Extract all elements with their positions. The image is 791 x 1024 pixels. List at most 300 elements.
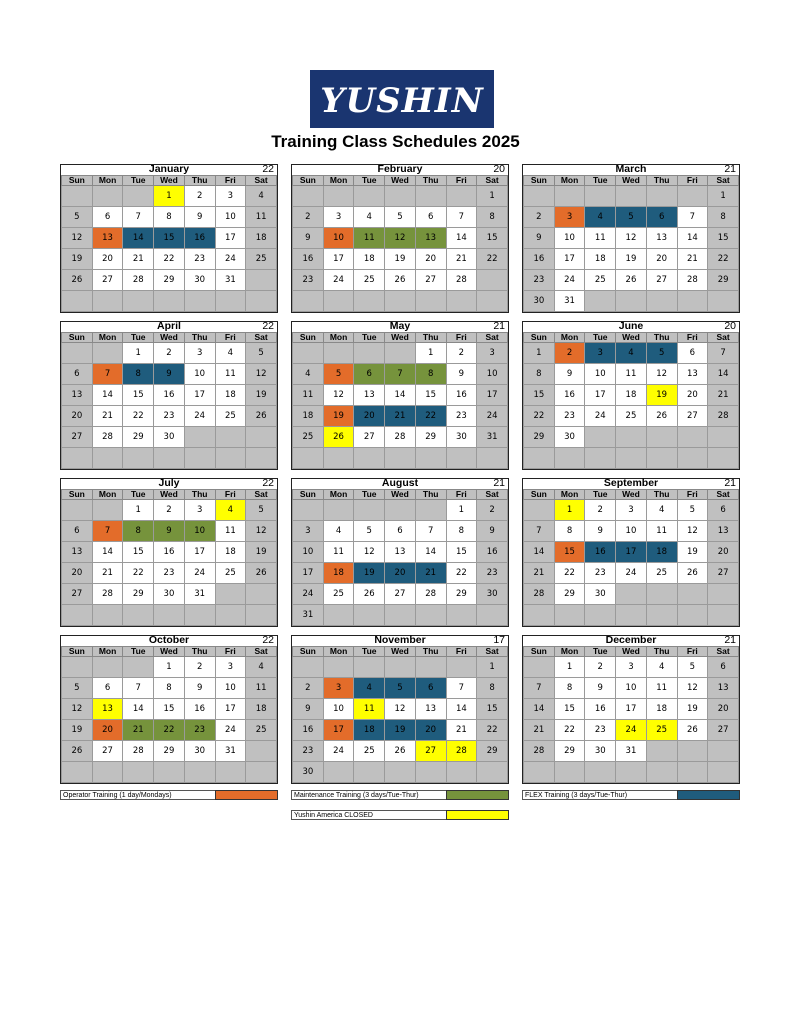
month-header — [292, 636, 508, 646]
day-cell: 4 — [293, 364, 324, 385]
week-row — [293, 364, 508, 385]
month-name: July — [158, 477, 180, 489]
weekday-header: Tue — [123, 333, 154, 343]
week-row — [524, 678, 739, 699]
day-cell: 27 — [677, 406, 708, 427]
week-row — [293, 542, 508, 563]
empty-cell — [92, 291, 123, 312]
day-cell: 15 — [708, 228, 739, 249]
day-cell: 30 — [554, 427, 585, 448]
weekday-header: Tue — [585, 333, 616, 343]
day-cell: 15 — [415, 385, 446, 406]
empty-cell — [415, 605, 446, 626]
weekday-header: Fri — [215, 176, 246, 186]
weekday-header: Fri — [446, 647, 477, 657]
day-cell: 11 — [354, 699, 385, 720]
day-cell: 22 — [415, 406, 446, 427]
month-table — [292, 646, 508, 783]
day-cell: 20 — [415, 720, 446, 741]
empty-cell — [154, 448, 185, 469]
day-cell: 28 — [677, 270, 708, 291]
day-cell: 3 — [215, 657, 246, 678]
day-cell: 18 — [246, 699, 277, 720]
empty-cell — [215, 291, 246, 312]
week-row — [524, 291, 739, 312]
day-cell: 27 — [354, 427, 385, 448]
day-cell: 20 — [62, 563, 93, 584]
day-cell: 13 — [62, 385, 93, 406]
empty-cell — [585, 762, 616, 783]
empty-cell — [585, 605, 616, 626]
day-cell: 4 — [246, 186, 277, 207]
day-cell: 21 — [524, 720, 555, 741]
empty-cell — [62, 291, 93, 312]
day-cell: 5 — [62, 207, 93, 228]
day-cell: 17 — [184, 385, 215, 406]
empty-cell — [354, 291, 385, 312]
empty-cell — [477, 762, 508, 783]
weekday-header: Wed — [616, 176, 647, 186]
day-cell: 13 — [385, 542, 416, 563]
empty-cell — [323, 762, 354, 783]
day-cell: 3 — [585, 343, 616, 364]
week-row — [293, 270, 508, 291]
empty-cell — [123, 657, 154, 678]
week-row — [62, 605, 277, 626]
day-cell: 4 — [585, 207, 616, 228]
day-cell: 11 — [585, 228, 616, 249]
week-row — [524, 563, 739, 584]
empty-cell — [293, 500, 324, 521]
weekday-header: Mon — [323, 490, 354, 500]
empty-cell — [446, 657, 477, 678]
day-cell: 4 — [354, 207, 385, 228]
day-cell: 15 — [554, 542, 585, 563]
month-august — [291, 478, 509, 627]
day-cell: 8 — [154, 207, 185, 228]
month-january — [60, 164, 278, 313]
empty-cell — [554, 762, 585, 783]
weekday-header: Sun — [62, 490, 93, 500]
day-cell: 17 — [616, 699, 647, 720]
week-row — [293, 448, 508, 469]
day-cell: 16 — [524, 249, 555, 270]
day-cell: 16 — [585, 542, 616, 563]
day-cell: 23 — [184, 720, 215, 741]
day-cell: 9 — [554, 364, 585, 385]
day-cell: 31 — [215, 270, 246, 291]
day-cell: 12 — [62, 699, 93, 720]
day-cell: 18 — [354, 720, 385, 741]
empty-cell — [354, 762, 385, 783]
day-cell: 2 — [554, 343, 585, 364]
week-row — [293, 291, 508, 312]
empty-cell — [184, 762, 215, 783]
day-cell: 15 — [477, 699, 508, 720]
day-cell: 26 — [246, 406, 277, 427]
day-cell: 27 — [415, 270, 446, 291]
weekday-header: Sat — [708, 176, 739, 186]
empty-cell — [92, 186, 123, 207]
day-cell: 22 — [554, 720, 585, 741]
day-cell: 8 — [477, 678, 508, 699]
weekday-header: Mon — [323, 333, 354, 343]
day-cell: 7 — [677, 207, 708, 228]
empty-cell — [62, 762, 93, 783]
legend-closed-label: Yushin America CLOSED — [294, 812, 373, 819]
day-cell: 30 — [154, 427, 185, 448]
empty-cell — [354, 500, 385, 521]
day-cell: 20 — [708, 542, 739, 563]
day-cell: 16 — [477, 542, 508, 563]
day-cell: 16 — [293, 720, 324, 741]
day-cell: 4 — [323, 521, 354, 542]
week-row — [524, 186, 739, 207]
week-row — [293, 385, 508, 406]
day-cell: 11 — [323, 542, 354, 563]
day-cell: 22 — [154, 720, 185, 741]
day-cell: 14 — [385, 385, 416, 406]
day-cell: 30 — [184, 741, 215, 762]
day-cell: 27 — [646, 270, 677, 291]
weekday-header: Thu — [184, 647, 215, 657]
day-cell: 20 — [92, 720, 123, 741]
week-row — [524, 500, 739, 521]
day-cell: 26 — [62, 270, 93, 291]
empty-cell — [246, 762, 277, 783]
month-name: October — [148, 634, 190, 646]
day-cell: 11 — [215, 364, 246, 385]
month-class-count: 21 — [724, 163, 736, 175]
day-cell: 4 — [646, 657, 677, 678]
day-cell: 2 — [154, 343, 185, 364]
weekday-header: Mon — [554, 647, 585, 657]
day-cell: 25 — [215, 406, 246, 427]
empty-cell — [415, 500, 446, 521]
day-cell: 9 — [477, 521, 508, 542]
empty-cell — [477, 270, 508, 291]
week-row — [293, 207, 508, 228]
day-cell: 10 — [477, 364, 508, 385]
day-cell: 7 — [92, 521, 123, 542]
day-cell: 1 — [446, 500, 477, 521]
empty-cell — [123, 186, 154, 207]
month-april — [60, 321, 278, 470]
day-cell: 24 — [215, 249, 246, 270]
week-row — [62, 406, 277, 427]
day-cell: 31 — [184, 584, 215, 605]
day-cell: 6 — [677, 343, 708, 364]
empty-cell — [385, 657, 416, 678]
day-cell: 18 — [354, 249, 385, 270]
day-cell: 29 — [154, 741, 185, 762]
day-cell: 26 — [323, 427, 354, 448]
day-cell: 25 — [293, 427, 324, 448]
month-september — [522, 478, 740, 627]
day-cell: 23 — [446, 406, 477, 427]
day-cell: 9 — [293, 699, 324, 720]
weekday-header: Sun — [524, 647, 555, 657]
empty-cell — [524, 605, 555, 626]
day-cell: 29 — [554, 741, 585, 762]
empty-cell — [293, 291, 324, 312]
week-row — [524, 584, 739, 605]
empty-cell — [708, 448, 739, 469]
week-row — [62, 228, 277, 249]
week-row — [293, 521, 508, 542]
day-cell: 16 — [293, 249, 324, 270]
weekday-header: Sat — [477, 333, 508, 343]
day-cell: 23 — [184, 249, 215, 270]
empty-cell — [123, 291, 154, 312]
day-cell: 10 — [184, 364, 215, 385]
week-row — [293, 406, 508, 427]
day-cell: 15 — [154, 228, 185, 249]
week-row — [524, 207, 739, 228]
weekday-header: Wed — [616, 333, 647, 343]
day-cell: 6 — [708, 657, 739, 678]
month-table — [523, 175, 739, 312]
day-cell: 13 — [92, 699, 123, 720]
month-header — [61, 165, 277, 175]
month-table — [523, 489, 739, 626]
empty-cell — [354, 657, 385, 678]
day-cell: 20 — [92, 249, 123, 270]
day-cell: 13 — [415, 228, 446, 249]
day-cell: 26 — [616, 270, 647, 291]
week-row — [62, 249, 277, 270]
week-row — [293, 563, 508, 584]
day-cell: 12 — [646, 364, 677, 385]
week-row — [62, 270, 277, 291]
day-cell: 26 — [385, 741, 416, 762]
day-cell: 1 — [123, 500, 154, 521]
month-header — [292, 322, 508, 332]
day-cell: 24 — [184, 563, 215, 584]
weekday-header: Sat — [477, 176, 508, 186]
day-cell: 12 — [246, 521, 277, 542]
day-cell: 9 — [524, 228, 555, 249]
weekday-header: Fri — [446, 490, 477, 500]
weekday-header: Fri — [677, 333, 708, 343]
legend-flex-swatch — [677, 790, 740, 800]
weekday-header: Sat — [246, 647, 277, 657]
weekday-header: Thu — [415, 490, 446, 500]
week-row — [524, 270, 739, 291]
day-cell: 3 — [184, 500, 215, 521]
day-cell: 30 — [293, 762, 324, 783]
empty-cell — [677, 291, 708, 312]
day-cell: 28 — [446, 270, 477, 291]
day-cell: 29 — [415, 427, 446, 448]
day-cell: 25 — [354, 741, 385, 762]
day-cell: 24 — [323, 741, 354, 762]
day-cell: 17 — [477, 385, 508, 406]
empty-cell — [215, 448, 246, 469]
day-cell: 2 — [293, 207, 324, 228]
week-row — [62, 343, 277, 364]
week-row — [524, 762, 739, 783]
day-cell: 16 — [585, 699, 616, 720]
empty-cell — [323, 500, 354, 521]
week-row — [62, 542, 277, 563]
weekday-header: Fri — [677, 490, 708, 500]
weekday-header: Mon — [554, 333, 585, 343]
day-cell: 2 — [184, 186, 215, 207]
day-cell: 22 — [446, 563, 477, 584]
day-cell: 27 — [708, 720, 739, 741]
empty-cell — [677, 762, 708, 783]
day-cell: 11 — [354, 228, 385, 249]
day-cell: 15 — [154, 699, 185, 720]
month-table — [292, 332, 508, 469]
day-cell: 14 — [123, 228, 154, 249]
day-cell: 21 — [92, 406, 123, 427]
week-row — [524, 249, 739, 270]
empty-cell — [246, 291, 277, 312]
month-table — [61, 332, 277, 469]
weekday-header: Sat — [708, 647, 739, 657]
empty-cell — [215, 605, 246, 626]
weekday-header: Thu — [184, 490, 215, 500]
empty-cell — [646, 741, 677, 762]
day-cell: 29 — [123, 584, 154, 605]
day-cell: 22 — [477, 249, 508, 270]
day-cell: 21 — [385, 406, 416, 427]
empty-cell — [708, 291, 739, 312]
week-row — [62, 385, 277, 406]
day-cell: 25 — [616, 406, 647, 427]
day-cell: 23 — [154, 406, 185, 427]
day-cell: 3 — [616, 500, 647, 521]
day-cell: 14 — [446, 228, 477, 249]
empty-cell — [92, 343, 123, 364]
empty-cell — [92, 657, 123, 678]
day-cell: 27 — [415, 741, 446, 762]
month-february — [291, 164, 509, 313]
day-cell: 1 — [477, 186, 508, 207]
day-cell: 24 — [585, 406, 616, 427]
day-cell: 17 — [323, 720, 354, 741]
empty-cell — [646, 427, 677, 448]
day-cell: 25 — [585, 270, 616, 291]
month-header — [523, 165, 739, 175]
day-cell: 4 — [246, 657, 277, 678]
empty-cell — [62, 448, 93, 469]
day-cell: 8 — [123, 364, 154, 385]
empty-cell — [677, 584, 708, 605]
day-cell: 1 — [154, 186, 185, 207]
month-october — [60, 635, 278, 784]
day-cell: 8 — [708, 207, 739, 228]
month-header — [292, 479, 508, 489]
day-cell: 13 — [92, 228, 123, 249]
day-cell: 16 — [154, 542, 185, 563]
weekday-header: Wed — [154, 333, 185, 343]
day-cell: 9 — [184, 207, 215, 228]
day-cell: 28 — [92, 584, 123, 605]
legend-maintenance-swatch — [446, 790, 509, 800]
day-cell: 18 — [585, 249, 616, 270]
empty-cell — [385, 343, 416, 364]
day-cell: 14 — [446, 699, 477, 720]
weekday-header: Fri — [446, 176, 477, 186]
day-cell: 2 — [524, 207, 555, 228]
empty-cell — [154, 605, 185, 626]
day-cell: 17 — [215, 699, 246, 720]
day-cell: 25 — [246, 720, 277, 741]
day-cell: 18 — [646, 542, 677, 563]
weekday-header: Tue — [123, 490, 154, 500]
weekday-header: Wed — [154, 647, 185, 657]
day-cell: 27 — [385, 584, 416, 605]
month-header — [523, 479, 739, 489]
week-row — [62, 500, 277, 521]
weekday-header: Mon — [92, 176, 123, 186]
weekday-header: Sun — [293, 647, 324, 657]
month-class-count: 22 — [262, 477, 274, 489]
day-cell: 12 — [616, 228, 647, 249]
week-row — [524, 699, 739, 720]
day-cell: 4 — [354, 678, 385, 699]
day-cell: 2 — [585, 500, 616, 521]
weekday-header: Fri — [215, 333, 246, 343]
weekday-header: Sun — [524, 490, 555, 500]
empty-cell — [184, 448, 215, 469]
legend-closed — [291, 810, 509, 820]
day-cell: 6 — [385, 521, 416, 542]
month-class-count: 21 — [493, 477, 505, 489]
day-cell: 17 — [616, 542, 647, 563]
empty-cell — [677, 186, 708, 207]
day-cell: 8 — [123, 521, 154, 542]
day-cell: 19 — [677, 542, 708, 563]
week-row — [524, 364, 739, 385]
month-name: February — [377, 163, 423, 175]
weekday-header: Thu — [184, 176, 215, 186]
day-cell: 26 — [62, 741, 93, 762]
weekday-header: Mon — [323, 647, 354, 657]
empty-cell — [554, 448, 585, 469]
weekday-header: Tue — [354, 490, 385, 500]
day-cell: 8 — [154, 678, 185, 699]
empty-cell — [415, 657, 446, 678]
day-cell: 23 — [293, 270, 324, 291]
empty-cell — [323, 291, 354, 312]
week-row — [62, 699, 277, 720]
day-cell: 26 — [385, 270, 416, 291]
day-cell: 31 — [215, 741, 246, 762]
week-row — [62, 762, 277, 783]
day-cell: 2 — [184, 657, 215, 678]
day-cell: 5 — [62, 678, 93, 699]
day-cell: 13 — [708, 521, 739, 542]
day-cell: 16 — [446, 385, 477, 406]
empty-cell — [385, 448, 416, 469]
day-cell: 7 — [446, 678, 477, 699]
day-cell: 2 — [446, 343, 477, 364]
day-cell: 2 — [477, 500, 508, 521]
week-row — [293, 678, 508, 699]
day-cell: 24 — [554, 270, 585, 291]
week-row — [524, 720, 739, 741]
week-row — [293, 186, 508, 207]
weekday-header: Tue — [123, 647, 154, 657]
day-cell: 17 — [585, 385, 616, 406]
day-cell: 6 — [415, 207, 446, 228]
day-cell: 7 — [446, 207, 477, 228]
day-cell: 9 — [293, 228, 324, 249]
